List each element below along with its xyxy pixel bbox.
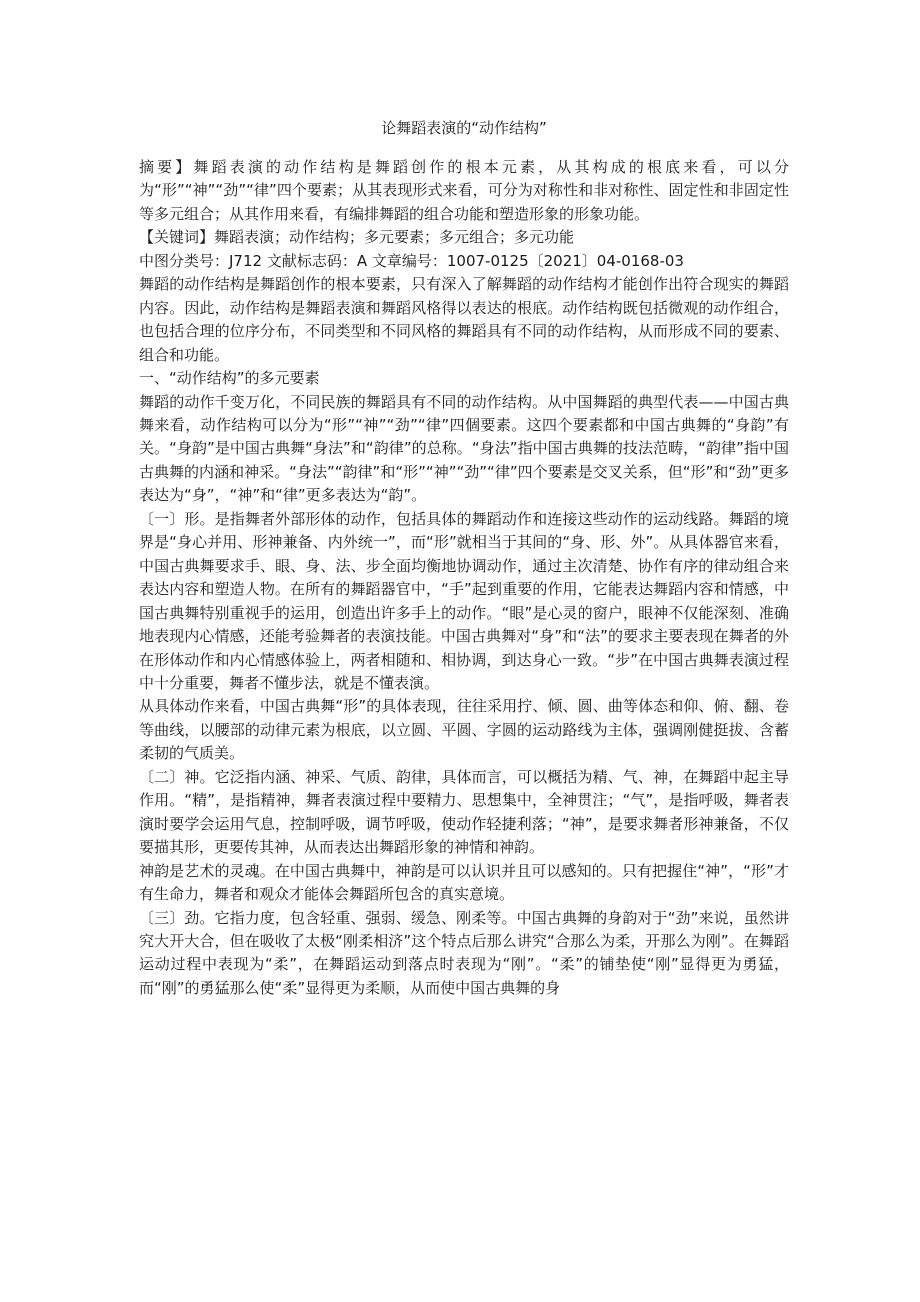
section-heading: 一、“动作结构”的多元要素 <box>139 369 320 388</box>
document-title: 论舞蹈表演的“动作结构” <box>381 119 547 137</box>
body-paragraph: 从具体动作来看，中国古典舞“形”的具体表现，往往采用拧、倾、圆、曲等体态和仰、俯、翻、卷等曲线，以腰部的动律元素为根底，以立圆、平圆、字圆的运动路线为主体，强调刚健挺拔、含蓄柔韧的气质美。 <box>139 697 789 763</box>
body-paragraph: 神韵是艺术的灵魂。在中国古典舞中，神韵是可以认识并且可以感知的。只有把握住“神”，“形”才有生命力，舞者和观众才能体会舞蹈所包含的真实意境。 <box>139 861 789 904</box>
body-paragraph: 〔一〕形。是指舞者外部形体的动作，包括具体的舞蹈动作和连接这些动作的运动线路。舞蹈的境界是“身心并用、形神兼备、内外统一”，而“形”就相当于其间的“身、形、外”。从具体器官来看，中国古典舞要求手、眼、身、法、步全面均衡地协调动作，通过主次清楚、协作有序的律动组合来表达内容和塑造人物。在所有的舞蹈器官中，“手”起到重要的作用，它能表达舞蹈内容和情感，中国古典舞特别重视手的运用，创造出许多手上的动作。“眼”是心灵的窗户，眼神不仅能深刻、准确地表现内心情感，还能考验舞者的表演技能。中国古典舞对“身”和“法”的要求主要表现在舞者的外在形体动作和内心情感体验上，两者相随和、相协调，到达身心一致。“步”在中国古典舞表演过程中十分重要，舞者不懂步法，就是不懂表演。 <box>139 509 789 692</box>
abstract-paragraph: 摘要】舞蹈表演的动作结构是舞蹈创作的根本元素，从其构成的根底来看，可以分为“形”“神”“劲”“律”四个要素；从其表现形式来看，可分为对称性和非对称性、固定性和非固定性等多元组合；从其作用来看，有编排舞蹈的组合功能和塑造形象的形象功能。 <box>139 158 789 223</box>
body-paragraph: 〔三〕劲。它指力度，包含轻重、强弱、缓急、刚柔等。中国古典舞的身韵对于“劲”来说，虽然讲究大开大合，但在吸收了太极“刚柔相济”这个特点后那么讲究“合那么为柔，开那么为刚”。在舞蹈运动过程中表现为“柔”，在舞蹈运动到落点时表现为“刚”。“柔”的铺垫使“刚”显得更为勇猛，而“刚”的勇猛那么使“柔”显得更为柔顺，从而使中国古典舞的身 <box>139 908 789 997</box>
body-paragraph: 舞蹈的动作结构是舞蹈创作的根本要素，只有深入了解舞蹈的动作结构才能创作出符合现实的舞蹈内容。因此，动作结构是舞蹈表演和舞蹈风格得以表达的根底。动作结构既包括微观的动作组合，也包括合理的位序分布，不同类型和不同风格的舞蹈具有不同的动作结构，从而形成不同的要素、组合和功能。 <box>139 275 789 364</box>
body-paragraph: 〔二〕神。它泛指内涵、神采、气质、韵律，具体而言，可以概括为精、气、神，在舞蹈中起主导作用。“精”，是指精神，舞者表演过程中要精力、思想集中，全神贯注；“气”，是指呼吸，舞者表演时要学会运用气息，控制呼吸，调节呼吸，使动作轻捷利落；“神”，是要求舞者形神兼备，不仅要描其形，更要传其神，从而表达出舞蹈形象的神情和神韵。 <box>139 767 789 857</box>
classification-paragraph: 中图分类号：J712 文献标志码：A 文章编号：1007-0125〔2021〕04-0168-03 <box>139 251 684 270</box>
body-paragraph: 舞蹈的动作千变万化，不同民族的舞蹈具有不同的动作结构。从中国舞蹈的典型代表——中国古典舞来看，动作结构可以分为“形”“神”“劲”“律”四個要素。这四个要素都和中国古典舞的“身韵”有关。“身韵”是中国古典舞“身法”和“韵律”的总称。“身法”指中国古典舞的技法范畴，“韵律”指中国古典舞的内涵和神采。“身法”“韵律”和“形”“神”“劲”“律”四个要素是交叉关系，但“形”和“劲”更多表达为“身”，“神”和“律”更多表达为“韵”。 <box>139 392 789 505</box>
document-body <box>139 156 789 1000</box>
keywords-paragraph: 【关键词】舞蹈表演；动作结构；多元要素；多元组合；多元功能 <box>139 228 575 247</box>
